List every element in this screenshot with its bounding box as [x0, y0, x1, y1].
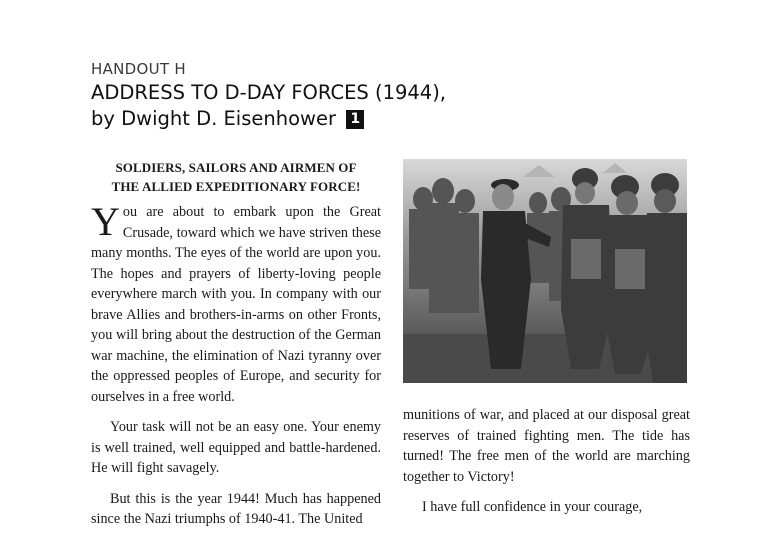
left-column [91, 158, 381, 540]
title-line-2: by Dwight D. Eisenhower [91, 107, 336, 130]
handout-label: HANDOUT H [91, 60, 187, 78]
paragraph-3: But this is the year 1944! Much has happened since the Nazi triumphs of 1940-41. The United [91, 490, 381, 527]
title-line-1: ADDRESS TO D-DAY FORCES (1944), [91, 81, 447, 104]
historical-photo-icon [403, 159, 687, 383]
footnote-badge: 1 [346, 110, 364, 129]
drop-cap: Y [91, 199, 120, 244]
salutation-line-1: SOLDIERS, SAILORS AND AIRMEN OF [115, 160, 357, 175]
right-column [403, 405, 690, 528]
paragraph-1-text: ou are about to embark upon the Great Crusade, toward which we have striven these many months. The eyes of the world are upon you. The hopes and prayers of liberty-loving people everywhere march with you. In company with our brave Allies and brothers-in-arms on other Fronts, you will bring about the destruction of the German war machine, the elimination of Nazi tyranny over the oppressed peoples of Europe, and security for ourselves in a free world. [91, 204, 381, 405]
paragraph-3-continued: munitions of war, and placed at our disposal great reserves of trained fighting men. The tide has turned! The free men of the world are marching together to Victory! [403, 407, 690, 485]
paragraph-2: Your task will not be an easy one. Your enemy is well trained, well equipped and battle-hardened. He will fight savagely. [91, 419, 381, 476]
paragraph-4: I have full confidence in your courage, [422, 499, 643, 515]
salutation [91, 158, 381, 196]
salutation-line-2: THE ALLIED EXPEDITIONARY FORCE! [111, 179, 361, 194]
eisenhower-troops-photo [403, 159, 687, 383]
page-title [91, 80, 691, 132]
paragraph-1 [91, 199, 381, 407]
